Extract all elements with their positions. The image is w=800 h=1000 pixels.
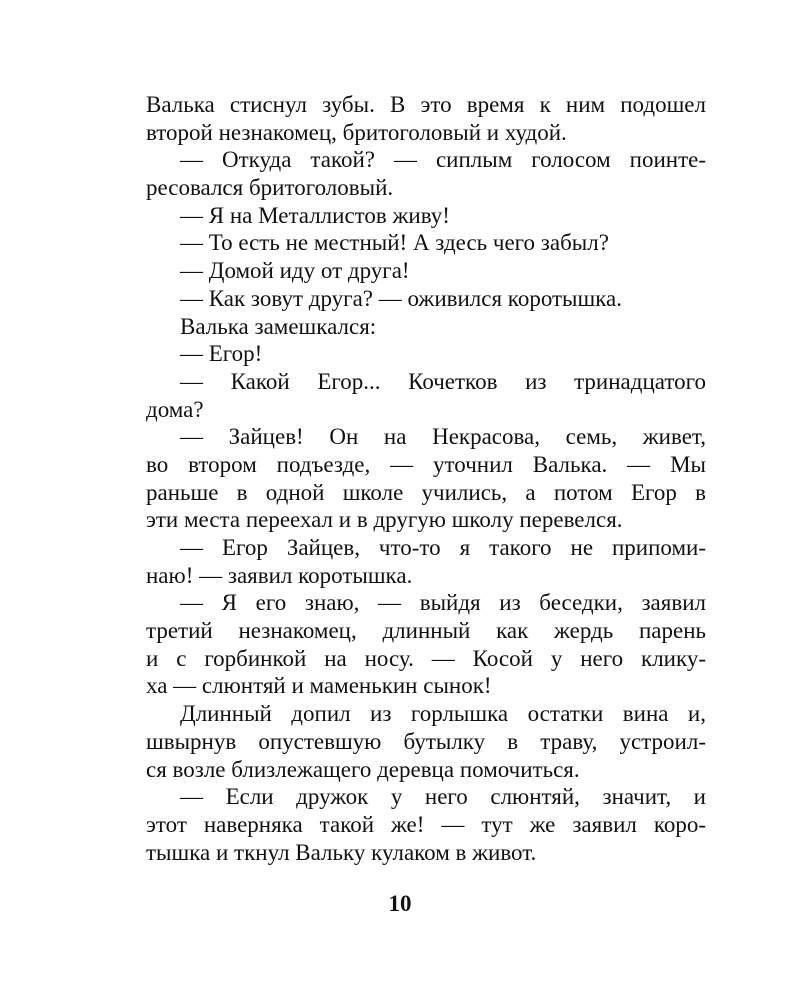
- text-line: ся возле близлежащего деревца помочиться.: [146, 756, 580, 782]
- body-text: [146, 91, 706, 866]
- text-line: Валька стиснул зубы. В это время к ним подошел: [146, 92, 706, 117]
- text-line: во втором подъезде, — уточнил Валька. — Мы: [146, 451, 706, 477]
- text-line: наю! — заявил коротышка.: [146, 562, 413, 588]
- text-line: этот наверняка такой же! — тут же заявил коро-: [146, 811, 706, 837]
- text-line: третий незнакомец, длинный как жердь парень: [146, 618, 706, 644]
- text-line: — Как зовут друга? — оживился коротышка.: [180, 285, 623, 311]
- text-line: раньше в одной школе учились, а потом Егор в: [146, 479, 706, 505]
- text-line: Валька замешкался:: [180, 313, 377, 339]
- text-line: — Зайцев! Он на Некрасова, семь, живет,: [180, 424, 706, 450]
- text-line: — Домой иду от друга!: [180, 258, 410, 284]
- text-line: швырнув опустевшую бутылку в траву, устроил-: [146, 728, 706, 754]
- text-line: — То есть не местный! А здесь чего забыл?: [180, 230, 609, 256]
- text-line: эти места переехал и в другую школу перевелся.: [146, 507, 623, 533]
- text-line: — Я на Металлистов живу!: [180, 202, 450, 228]
- text-line: — Откуда такой? — сиплым голосом поинте-: [180, 147, 706, 173]
- page-number: 10: [388, 891, 412, 916]
- text-line: — Какой Егор... Кочетков из тринадцатого: [180, 368, 706, 394]
- text-line: дома?: [146, 396, 204, 422]
- text-line: тышка и ткнул Вальку кулаком в живот.: [146, 839, 537, 865]
- text-line: — Если дружок у него слюнтяй, значит, и: [180, 784, 706, 810]
- text-line: — Егор!: [180, 341, 263, 367]
- text-line: ха — слюнтяй и маменькин сынок!: [146, 673, 492, 699]
- text-line: второй незнакомец, бритоголовый и худой.: [146, 119, 567, 145]
- text-line: Длинный допил из горлышка остатки вина и,: [180, 701, 706, 727]
- text-line: — Я его знаю, — выйдя из беседки, заявил: [180, 590, 706, 616]
- text-line: ресовался бритоголовый.: [146, 175, 394, 201]
- text-line: и с горбинкой на носу. — Косой у него клику-: [146, 645, 706, 671]
- text-line: — Егор Зайцев, что-то я такого не припоми-: [180, 535, 706, 560]
